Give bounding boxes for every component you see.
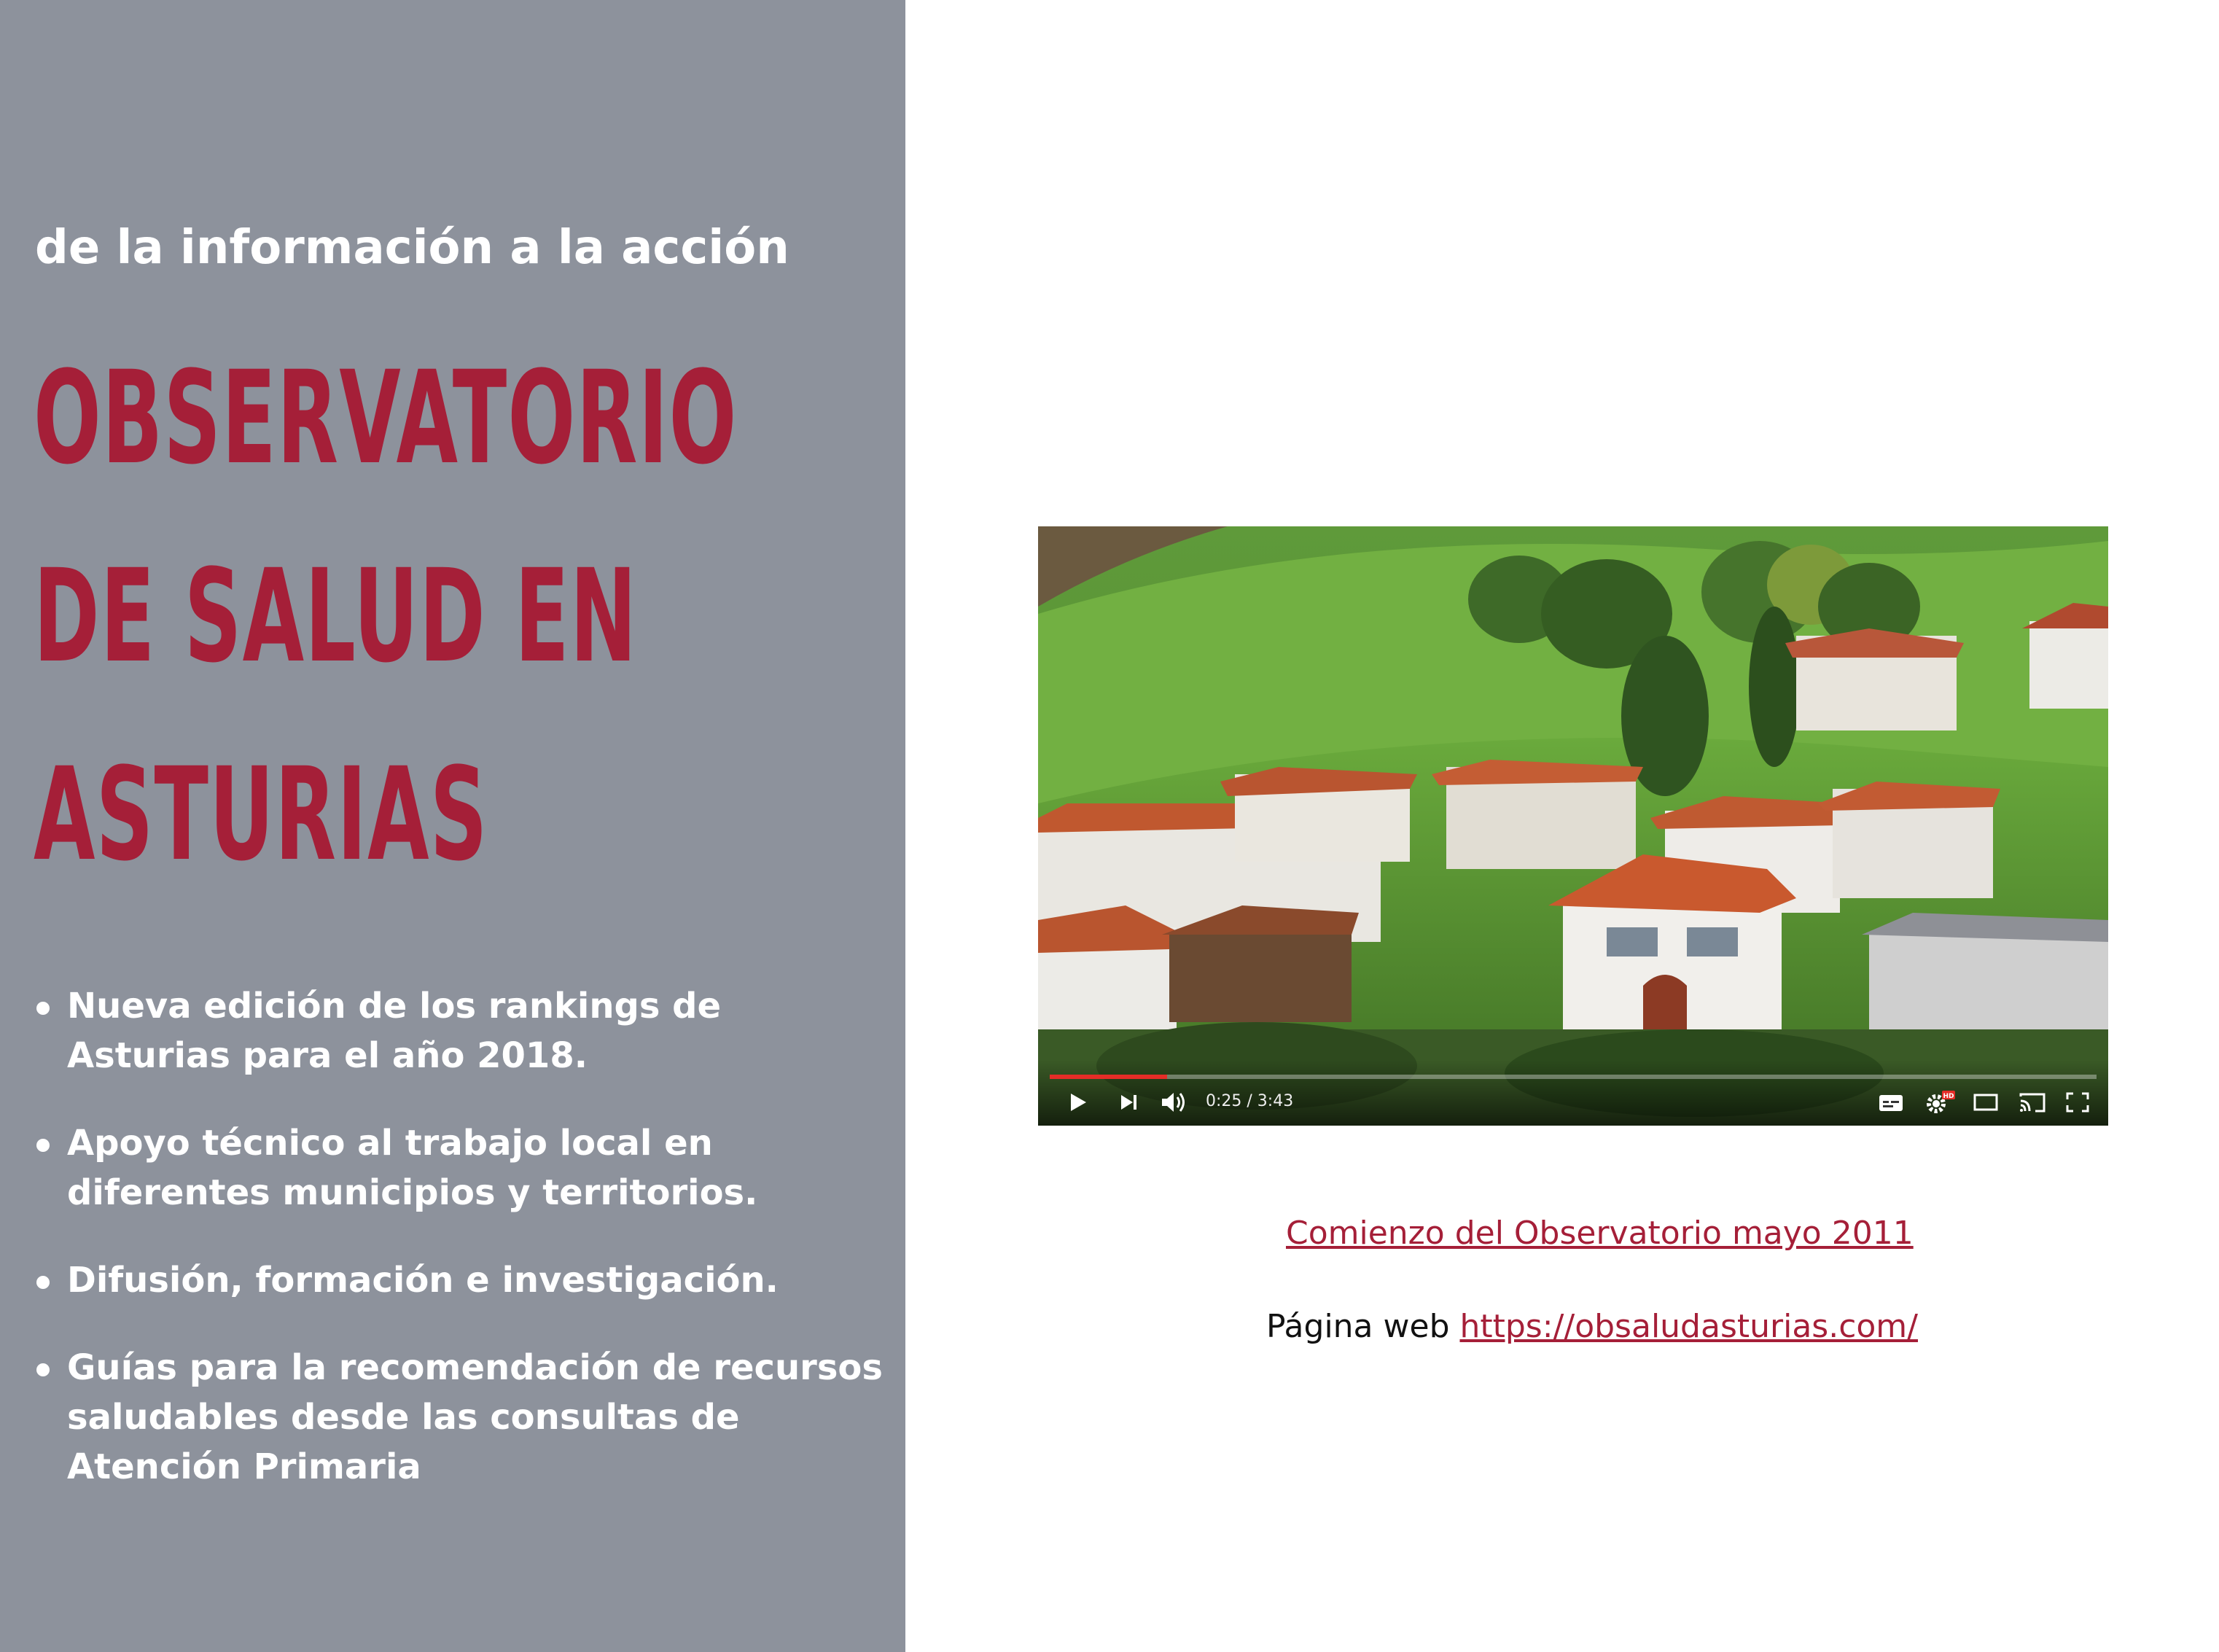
left-panel xyxy=(0,0,905,1652)
bullet-item xyxy=(32,1255,892,1305)
bullet-dot xyxy=(36,1363,50,1376)
bullet-text: Apoyo técnico al trabajo local en diferentes municipios y territorios. xyxy=(67,1123,758,1213)
play-icon[interactable] xyxy=(1064,1089,1091,1115)
progress-fill xyxy=(1050,1075,1167,1079)
subtitles-icon[interactable] xyxy=(1876,1089,1906,1115)
bullet-text: Guías para la recomendación de recursos saludables desde las consultas de Atención Primaria xyxy=(67,1347,883,1487)
bullet-dot xyxy=(36,1002,50,1015)
video-controls xyxy=(1038,1060,2108,1126)
hd-badge: HD xyxy=(1943,1093,1954,1100)
miniplayer-icon[interactable] xyxy=(1971,1089,2000,1115)
title-line: OBSERVATORIO xyxy=(34,343,738,493)
volume-icon[interactable] xyxy=(1159,1089,1188,1115)
website-line xyxy=(1257,1305,1927,1349)
video-caption-link[interactable]: Comienzo del Observatorio mayo 2011 xyxy=(1286,1215,1914,1252)
bullet-item xyxy=(32,981,892,1080)
bullet-dot xyxy=(36,1139,50,1152)
video-player[interactable] xyxy=(1038,526,2108,1126)
cast-icon[interactable] xyxy=(2016,1089,2048,1115)
bullet-item xyxy=(32,1118,892,1217)
progress-bar[interactable] xyxy=(1050,1075,2097,1079)
slide-subtitle: de la información a la acción xyxy=(35,221,789,275)
title-line: ASTURIAS xyxy=(34,740,488,889)
bullet-text: Difusión, formación e investigación. xyxy=(67,1260,779,1301)
time-display: 0:25 / 3:43 xyxy=(1206,1092,1294,1110)
bullet-dot xyxy=(36,1276,50,1289)
bullet-list xyxy=(32,981,892,1530)
next-icon[interactable] xyxy=(1115,1089,1142,1115)
bullet-text: Nueva edición de los rankings de Asturias para el año 2018. xyxy=(67,986,722,1076)
website-label: Página web xyxy=(1266,1308,1460,1345)
fullscreen-icon[interactable] xyxy=(2063,1089,2092,1115)
settings-icon[interactable] xyxy=(1923,1089,1955,1115)
title-line: DE SALUD EN xyxy=(34,542,638,691)
website-link[interactable]: https://obsaludasturias.com/ xyxy=(1459,1308,1918,1345)
village-thumbnail xyxy=(1038,526,2108,1126)
slide-title xyxy=(34,319,738,914)
bullet-item xyxy=(32,1343,892,1492)
